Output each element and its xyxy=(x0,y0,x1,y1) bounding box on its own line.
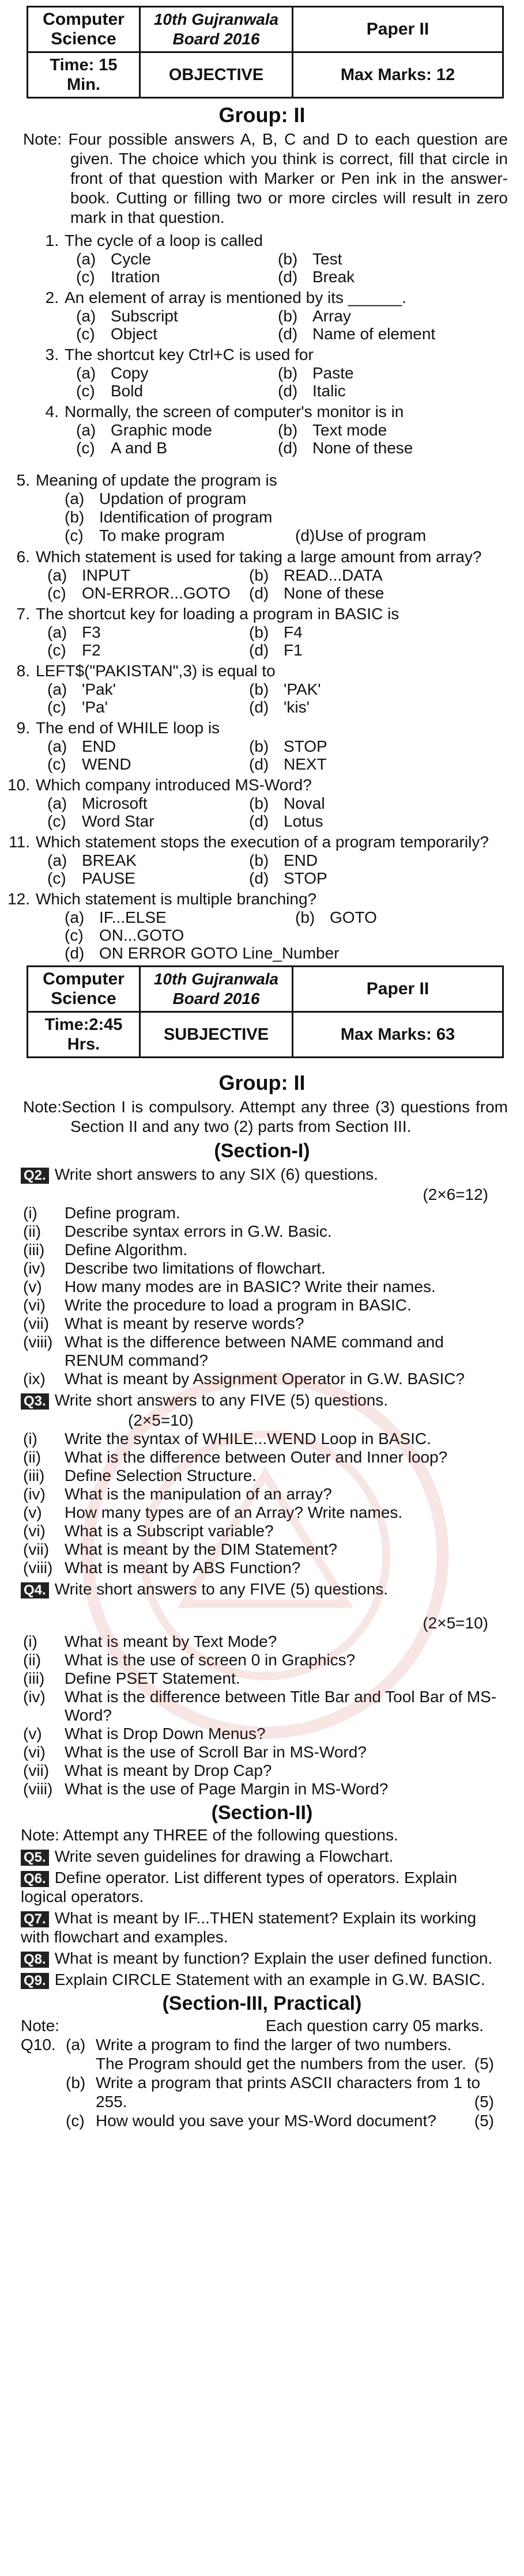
question-number: 4. xyxy=(45,403,59,421)
q10-block: Q10. (a) Write a program to find the larger of two numbers. The Program should get the numbers from the user. (5) (b) Write a program that prints ASCII characters from 1 to 255. (5) (c) How would you save your MS-Word document? (5) xyxy=(21,2036,494,2130)
item-number: (ii) xyxy=(23,1651,42,1669)
item-text: What is the use of Page Margin in MS-Word? xyxy=(65,1780,389,1798)
option-d: None of these xyxy=(284,584,384,602)
item-text: What is the difference between Outer and Inner loop? xyxy=(65,1448,448,1466)
item-text: How many types are of an Array? Write names. xyxy=(65,1503,403,1521)
item-text: What is a Subscript variable? xyxy=(65,1522,274,1540)
question-badge: Q6. xyxy=(21,1871,49,1887)
option-c: 'Pa' xyxy=(82,698,108,716)
long-question xyxy=(21,1868,511,1906)
short-question-item xyxy=(23,1259,511,1278)
item-number: (ii) xyxy=(23,1448,42,1466)
item-text: What is meant by Text Mode? xyxy=(65,1632,277,1650)
option-d: Break xyxy=(312,268,355,286)
option-c: Bold xyxy=(111,382,144,400)
paper-cell: Paper II xyxy=(293,967,503,1012)
item-text: Write the syntax of WHILE...WEND Loop in BASIC. xyxy=(65,1430,431,1448)
option-a: Graphic mode xyxy=(111,421,212,439)
item-text: What is the manipulation of an array? xyxy=(65,1485,332,1503)
option-d: None of these xyxy=(312,439,413,457)
item-number: (ii) xyxy=(23,1222,42,1240)
mcq-question: 9. The end of WHILE loop is (a) END (b) STOP (c) WEND (d) NEXT xyxy=(13,718,511,773)
mcq-12: 12. Which statement is multiple branching? (a) IF...ELSE (b) GOTO (c) ON...GOTO (d) ON ERROR GOTO Line_Number xyxy=(7,890,377,962)
item-text: What is the use of Scroll Bar in MS-Word? xyxy=(65,1743,367,1761)
option-a: Cycle xyxy=(111,250,152,268)
question-text: Which statement is used for taking a large amount from array? xyxy=(36,548,482,566)
item-text: Write the procedure to load a program in BASIC. xyxy=(65,1296,412,1314)
option-a: BREAK xyxy=(82,851,137,869)
option-c: Itration xyxy=(111,268,160,286)
short-question-item xyxy=(23,1333,511,1370)
option-b: Text mode xyxy=(312,421,387,439)
mcq-5: 5. Meaning of update the program is (a) Updation of program (b) Identification of program (c) To make program (d)Use of program xyxy=(16,471,427,544)
question-text: Which statement stops the execution of a program temporarily? xyxy=(36,833,489,851)
option-b: Test xyxy=(312,250,342,268)
item-text: What is the use of screen 0 in Graphics? xyxy=(65,1651,356,1669)
short-question-item xyxy=(23,1559,511,1577)
short-question-item xyxy=(23,1688,511,1725)
mcq-question: 8. LEFT$("PAKISTAN",3) is equal to (a) 'Pak' (b) 'PAK' (c) 'Pa' (d) 'kis' xyxy=(13,661,511,716)
option-a: Copy xyxy=(111,364,149,382)
long-question xyxy=(21,1949,511,1968)
item-number: (i) xyxy=(23,1204,37,1222)
option-b: F4 xyxy=(284,623,303,641)
subject-cell: Computer Science xyxy=(28,7,140,52)
option-b: Array xyxy=(312,307,351,325)
question-text: Normally, the screen of computer's monitor is in xyxy=(65,403,404,421)
short-question-item xyxy=(23,1669,511,1688)
option-b: Noval xyxy=(284,794,325,812)
option-c: F2 xyxy=(82,641,101,659)
item-number: (vi) xyxy=(23,1743,46,1761)
question-text: What is meant by IF...THEN statement? Explain its working with flowchart and examples. xyxy=(21,1909,477,1946)
mcq-question: 11. Which statement stops the execution of a program temporarily? (a) BREAK (b) END (c) PAUSE (d) STOP xyxy=(13,832,511,887)
question-number: 2. xyxy=(45,289,59,306)
question-text: Which company introduced MS-Word? xyxy=(36,776,312,794)
section-3-note: Note: Each question carry 05 marks. xyxy=(21,2017,484,2035)
board-cell: 10th Gujranwala Board 2016 xyxy=(140,967,293,1012)
option-c: WEND xyxy=(82,755,131,773)
short-question-item xyxy=(23,1503,511,1522)
type-cell: OBJECTIVE xyxy=(140,52,293,98)
subjective-note: Note:Section I is compulsory. Attempt any three (3) questions from Section II and any two (2) parts from Section III. xyxy=(23,1098,508,1135)
question-number: 8. xyxy=(16,662,30,680)
item-number: (viii) xyxy=(23,1559,53,1577)
short-question-item xyxy=(23,1632,511,1651)
option-d: Lotus xyxy=(284,812,323,830)
question-text: The shortcut key Ctrl+C is used for xyxy=(65,346,314,363)
short-question-item xyxy=(23,1743,511,1761)
time-cell: Time: 15 Min. xyxy=(28,52,140,98)
item-text: Describe syntax errors in G.W. Basic. xyxy=(65,1222,332,1240)
item-text: Describe two limitations of flowchart. xyxy=(65,1259,326,1277)
option-b: 'PAK' xyxy=(284,680,321,698)
subject-cell: Computer Science xyxy=(28,967,140,1012)
short-question-item xyxy=(23,1761,511,1780)
objective-group-title: Group: II xyxy=(218,103,306,127)
item-text: What is Drop Down Menus? xyxy=(65,1725,266,1742)
short-question-item xyxy=(23,1430,511,1448)
item-number: (iv) xyxy=(23,1259,46,1277)
mcq-question: 10. Which company introduced MS-Word? (a) Microsoft (b) Noval (c) Word Star (d) Lotus xyxy=(13,775,511,830)
item-number: (iv) xyxy=(23,1485,46,1503)
objective-questions-1 xyxy=(13,231,511,457)
item-text: What is meant by reserve words? xyxy=(65,1314,304,1332)
section-3-title: (Section-III, Practical) xyxy=(162,1992,362,2014)
q3-badge: Q3. xyxy=(21,1393,49,1410)
question-text: The end of WHILE loop is xyxy=(36,719,220,737)
option-c: PAUSE xyxy=(82,869,135,887)
option-d: Italic xyxy=(312,382,346,400)
item-number: (vi) xyxy=(23,1296,46,1314)
question-text: Define operator. List different types of operators. Explain logical operators. xyxy=(21,1869,458,1906)
item-text: What is the difference between Title Bar and Tool Bar of MS-Word? xyxy=(65,1688,497,1724)
question-badge: Q7. xyxy=(21,1911,49,1927)
option-d: STOP xyxy=(284,869,327,887)
item-number: (vi) xyxy=(23,1522,46,1540)
question-badge: Q9. xyxy=(21,1973,49,1989)
item-text: How many modes are in BASIC? Write their names. xyxy=(65,1278,436,1295)
question-number: 3. xyxy=(45,346,59,363)
objective-questions-2 xyxy=(7,547,511,887)
paper-cell: Paper II xyxy=(293,7,503,52)
item-number: (vii) xyxy=(23,1540,50,1558)
short-question-item xyxy=(23,1540,511,1559)
question-text: Explain CIRCLE Statement with an example in G.W. BASIC. xyxy=(54,1971,485,1988)
option-d: NEXT xyxy=(284,755,327,773)
item-number: (viii) xyxy=(23,1333,53,1351)
question-number: 6. xyxy=(16,548,30,566)
option-a: F3 xyxy=(82,623,101,641)
option-c: A and B xyxy=(111,439,168,457)
item-text: Define Selection Structure. xyxy=(65,1467,257,1484)
short-question-item xyxy=(23,1651,511,1669)
mcq-question: 7. The shortcut key for loading a program in BASIC is (a) F3 (b) F4 (c) F2 (d) F1 xyxy=(13,604,511,659)
q2-badge: Q2. xyxy=(21,1168,49,1184)
mcq-question: 3. The shortcut key Ctrl+C is used for (a) Copy (b) Paste (c) Bold (d) Italic xyxy=(13,345,511,400)
short-question-item xyxy=(23,1370,511,1388)
item-text: What is meant by Assignment Operator in G.W. BASIC? xyxy=(65,1370,465,1388)
subjective-group-title: Group: II xyxy=(218,1071,306,1094)
option-a: END xyxy=(82,737,116,755)
question-number: 9. xyxy=(16,719,30,737)
short-question-item xyxy=(23,1278,511,1296)
time-cell: Time:2:45 Hrs. xyxy=(28,1012,140,1058)
section-2-note: Note: Attempt any THREE of the following questions. xyxy=(21,1826,398,1844)
question-text: An element of array is mentioned by its ______. xyxy=(65,289,407,306)
question-number: 1. xyxy=(45,232,59,249)
section-1-title: (Section-I) xyxy=(214,1140,310,1162)
mcq-question: 4. Normally, the screen of computer's monitor is in (a) Graphic mode (b) Text mode (c) A and B (d) None of these xyxy=(13,402,511,457)
item-text: What is meant by the DIM Statement? xyxy=(65,1540,338,1558)
question-badge: Q5. xyxy=(21,1850,49,1866)
short-question-item xyxy=(23,1296,511,1314)
question-text: Write seven guidelines for drawing a Flowchart. xyxy=(54,1847,394,1865)
item-number: (vii) xyxy=(23,1314,50,1332)
type-cell: SUBJECTIVE xyxy=(140,1012,293,1058)
section-2-title: (Section-II) xyxy=(211,1802,313,1824)
item-text: Define PSET Statement. xyxy=(65,1669,240,1687)
question-text: The cycle of a loop is called xyxy=(65,232,263,249)
short-question-item xyxy=(23,1725,511,1743)
item-text: Define Algorithm. xyxy=(65,1241,188,1259)
option-c: ON-ERROR...GOTO xyxy=(82,584,231,602)
short-question-item xyxy=(23,1485,511,1503)
option-b: READ...DATA xyxy=(284,566,383,584)
question-number: 11. xyxy=(9,833,30,851)
item-text: What is the difference between NAME command and RENUM command? xyxy=(65,1333,444,1369)
option-b: END xyxy=(284,851,318,869)
q2-block: Q2. Write short answers to any SIX (6) questions. (2×6=12) (i) Define program. (ii) Describe syntax errors in G.W. Basic. (iii) Define Algorithm. (iv) Describe two limitations of flowchart. (v) How many modes are in BASIC? Write their names. (vi) Write the procedure to load a program in BASIC. (vii) What is meant by reserve words? (viii) What is the difference between NAME command and RENUM command? (ix) What is meant by Assignment Operator in G.W. BASIC? xyxy=(13,1165,511,1388)
short-question-item xyxy=(23,1780,511,1798)
item-number: (v) xyxy=(23,1278,42,1295)
item-text: What is meant by ABS Function? xyxy=(65,1559,301,1577)
option-a: Microsoft xyxy=(82,794,148,812)
item-number: (ix) xyxy=(23,1370,46,1388)
short-question-item xyxy=(23,1222,511,1241)
item-number: (i) xyxy=(23,1430,37,1448)
question-text: LEFT$("PAKISTAN",3) is equal to xyxy=(36,662,276,680)
question-badge: Q8. xyxy=(21,1952,49,1968)
long-question xyxy=(21,1847,511,1866)
item-number: (iii) xyxy=(23,1241,45,1259)
q4-block: Q4. Write short answers to any FIVE (5) questions. (2×5=10) (i) What is meant by Text Mode? (ii) What is the use of screen 0 in Graphics? (iii) Define PSET Statement. (iv) What is the difference between Title Bar and Tool Bar of MS-Word? (v) What is Drop Down Menus? (vi) What is the use of Scroll Bar in MS-Word? (vii) What is meant by Drop Cap? (viii) What is the use of Page Margin in MS-Word? xyxy=(13,1579,511,1798)
item-text: What is meant by Drop Cap? xyxy=(65,1761,272,1779)
objective-header xyxy=(27,6,504,99)
short-question-item xyxy=(23,1467,511,1485)
question-number: 10. xyxy=(7,776,30,794)
item-number: (iii) xyxy=(23,1669,45,1687)
option-d: Name of element xyxy=(312,325,436,343)
objective-note: Note: Four possible answers A, B, C and D to each question are given. The choice which you think is correct, fill that circle in front of that question with Marker or Pen ink in the answer-book. Cutting or filling two or more circles will result in zero mark in that question. xyxy=(23,130,508,226)
option-b: STOP xyxy=(284,737,327,755)
item-text: Define program. xyxy=(65,1204,180,1222)
short-question-item xyxy=(23,1241,511,1259)
question-number: 7. xyxy=(16,605,30,623)
long-question xyxy=(21,1970,511,1989)
option-a: Subscript xyxy=(111,307,178,325)
mcq-question: 6. Which statement is used for taking a large amount from array? (a) INPUT (b) READ...DATA (c) ON-ERROR...GOTO (d) None of these xyxy=(13,547,511,602)
item-number: (v) xyxy=(23,1503,42,1521)
question-text: The shortcut key for loading a program in BASIC is xyxy=(36,605,399,623)
long-questions xyxy=(13,1847,511,1989)
item-number: (v) xyxy=(23,1725,42,1742)
item-number: (viii) xyxy=(23,1780,53,1798)
board-cell: 10th Gujranwala Board 2016 xyxy=(140,7,293,52)
short-question-item xyxy=(23,1448,511,1467)
short-question-item xyxy=(23,1522,511,1540)
option-c: Object xyxy=(111,325,157,343)
option-a: 'Pak' xyxy=(82,680,116,698)
option-c: Word Star xyxy=(82,812,154,830)
option-b: Paste xyxy=(312,364,354,382)
subjective-header xyxy=(27,965,504,1058)
marks-cell: Max Marks: 63 xyxy=(293,1012,503,1058)
mcq-question: 2. An element of array is mentioned by its ______. (a) Subscript (b) Array (c) Object (d) Name of element xyxy=(13,288,511,343)
option-d: 'kis' xyxy=(284,698,310,716)
long-question xyxy=(21,1908,511,1946)
mcq-question: 1. The cycle of a loop is called (a) Cycle (b) Test (c) Itration (d) Break xyxy=(13,231,511,286)
short-question-item xyxy=(23,1314,511,1333)
option-a: INPUT xyxy=(82,566,130,584)
item-number: (iv) xyxy=(23,1688,46,1706)
item-number: (i) xyxy=(23,1632,37,1650)
option-d: F1 xyxy=(284,641,303,659)
q4-badge: Q4. xyxy=(21,1582,49,1598)
q3-block: Q3. Write short answers to any FIVE (5) questions. (2×5=10) (i) Write the syntax of WHILE...WEND Loop in BASIC. (ii) What is the difference between Outer and Inner loop? (iii) Define Selection Structure. (iv) What is the manipulation of an array? (v) How many types are of an Array? Write names. (vi) What is a Subscript variable? (vii) What is meant by the DIM Statement? (viii) What is meant by ABS Function? xyxy=(13,1391,511,1577)
item-number: (vii) xyxy=(23,1761,50,1779)
item-number: (iii) xyxy=(23,1467,45,1484)
marks-cell: Max Marks: 12 xyxy=(293,52,503,98)
question-text: What is meant by function? Explain the user defined function. xyxy=(54,1949,493,1967)
short-question-item xyxy=(23,1204,511,1222)
